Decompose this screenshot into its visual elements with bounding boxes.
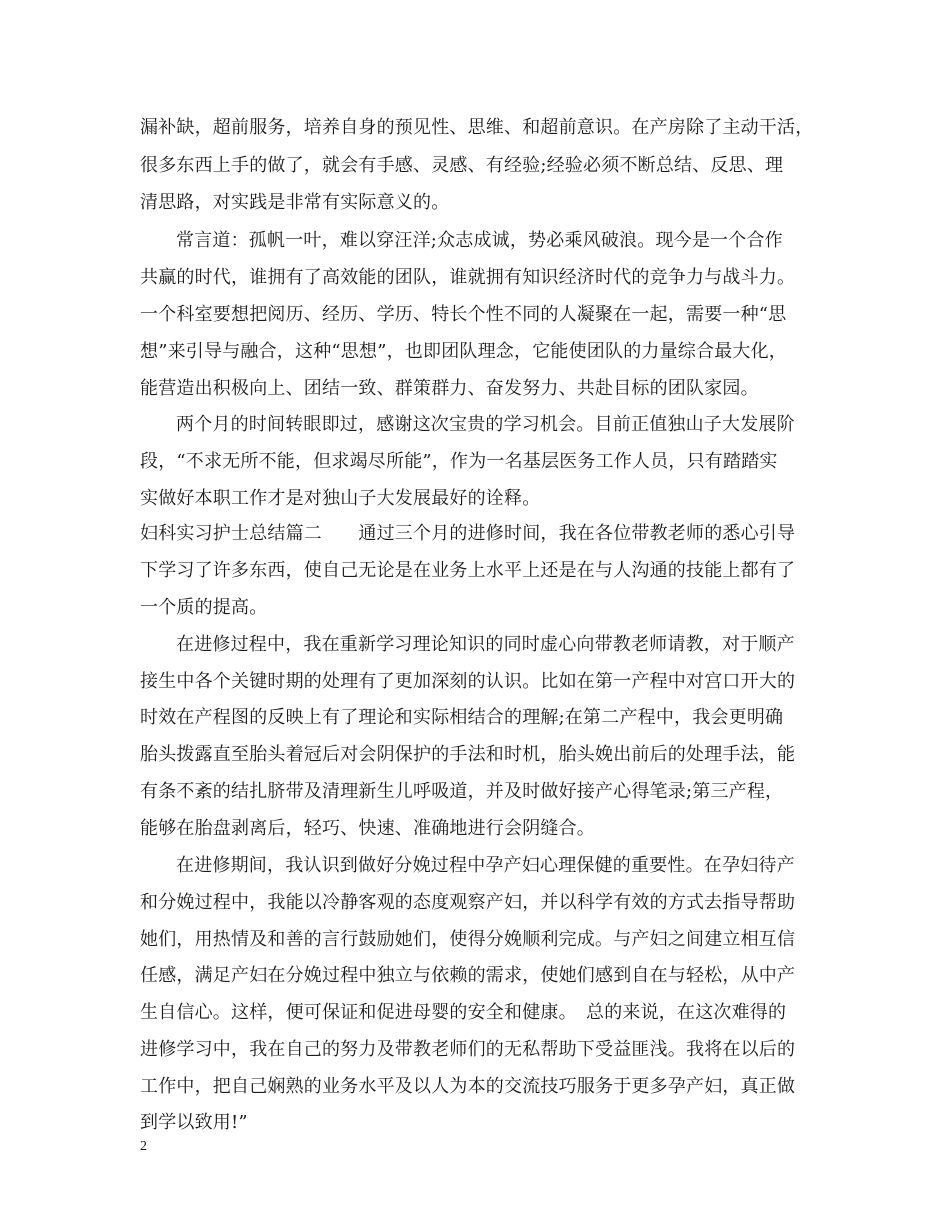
text-line: 她们，用热情及和善的言行鼓励她们，使得分娩顺利完成。与产妇之间建立相互信: [140, 929, 796, 950]
text-line: 到学以致用!”: [140, 1112, 248, 1133]
text-line: 时效在产程图的反映上有了理论和实际相结合的理解;在第二产程中，我会更明确: [140, 707, 784, 728]
text-line: 常言道：孤帆一叶，难以穿汪洋;众志成诚，势必乘风破浪。现今是一个合作: [176, 230, 783, 251]
text-line: 生自信心。这样，便可保证和促进母婴的安全和健康。 总的来说，在这次难得的: [140, 1002, 787, 1023]
section-heading-line: 妇科实习护士总结篇二 通过三个月的进修时间，我在各位带教老师的悉心引导: [140, 523, 796, 544]
text-line: 漏补缺，超前服务，培养自身的预见性、思维、和超前意识。在产房除了主动干活，: [140, 117, 814, 138]
text-line: 工作中，把自己娴熟的业务水平及以人为本的交流技巧服务于更多孕产妇，真正做: [140, 1076, 796, 1097]
text-line: 清思路，对实践是非常有实际意义的。: [140, 192, 450, 213]
text-line: 实做好本职工作才是对独山子大发展最好的诠释。: [140, 488, 541, 509]
text-line: 在进修过程中，我在重新学习理论知识的同时虚心向带教老师请教，对于顺产: [176, 634, 795, 655]
text-line: 能够在胎盘剥离后，轻巧、快速、准确地进行会阴缝合。: [140, 818, 595, 839]
text-line: 接生中各个关键时期的处理有了更加深刻的认识。比如在第一产程中对宫口开大的: [140, 671, 796, 692]
text-line: 下学习了许多东西，使自己无论是在业务上水平上还是在与人沟通的技能上都有了: [140, 560, 796, 581]
text-line: 在进修期间，我认识到做好分娩过程中孕产妇心理保健的重要性。在孕妇待产: [176, 855, 795, 876]
text-line: 能营造出积极向上、团结一致、群策群力、奋发努力、共赴目标的团队家园。: [140, 378, 759, 399]
text-line: 进修学习中，我在自己的努力及带教老师们的无私帮助下受益匪浅。我将在以后的: [140, 1039, 796, 1060]
text-line: 和分娩过程中，我能以冷静客观的态度观察产妇，并以科学有效的方式去指导帮助: [140, 892, 796, 913]
text-line: 一个科室要想把阅历、经历、学历、特长个性不同的人凝聚在一起，需要一种“思: [140, 304, 787, 325]
page-number: 2: [140, 1139, 147, 1154]
text-line: 共赢的时代，谁拥有了高效能的团队，谁就拥有知识经济时代的竞争力与战斗力。: [140, 267, 796, 288]
text-line: 两个月的时间转眼即过，感谢这次宝贵的学习机会。目前正值独山子大发展阶: [176, 414, 795, 435]
text-line: 有条不紊的结扎脐带及清理新生儿呼吸道，并及时做好接产心得笔录;第三产程，: [140, 781, 784, 802]
text-line: 段，“不求无所不能，但求竭尽所能”，作为一名基层医务工作人员，只有踏踏实: [140, 451, 778, 472]
text-line: 一个质的提高。: [140, 597, 268, 618]
text-line: 胎头拨露直至胎头着冠后对会阴保护的手法和时机，胎头娩出前后的处理手法，能: [140, 744, 796, 765]
text-line: 想”来引导与融合，这种“思想”，也即团队理念，它能使团队的力量综合最大化，: [140, 341, 788, 362]
text-line: 很多东西上手的做了，就会有手感、灵感、有经验;经验必须不断总结、反思、理: [140, 155, 784, 176]
text-line: 任感，满足产妇在分娩过程中独立与依赖的需求，使她们感到自在与轻松，从中产: [140, 965, 796, 986]
